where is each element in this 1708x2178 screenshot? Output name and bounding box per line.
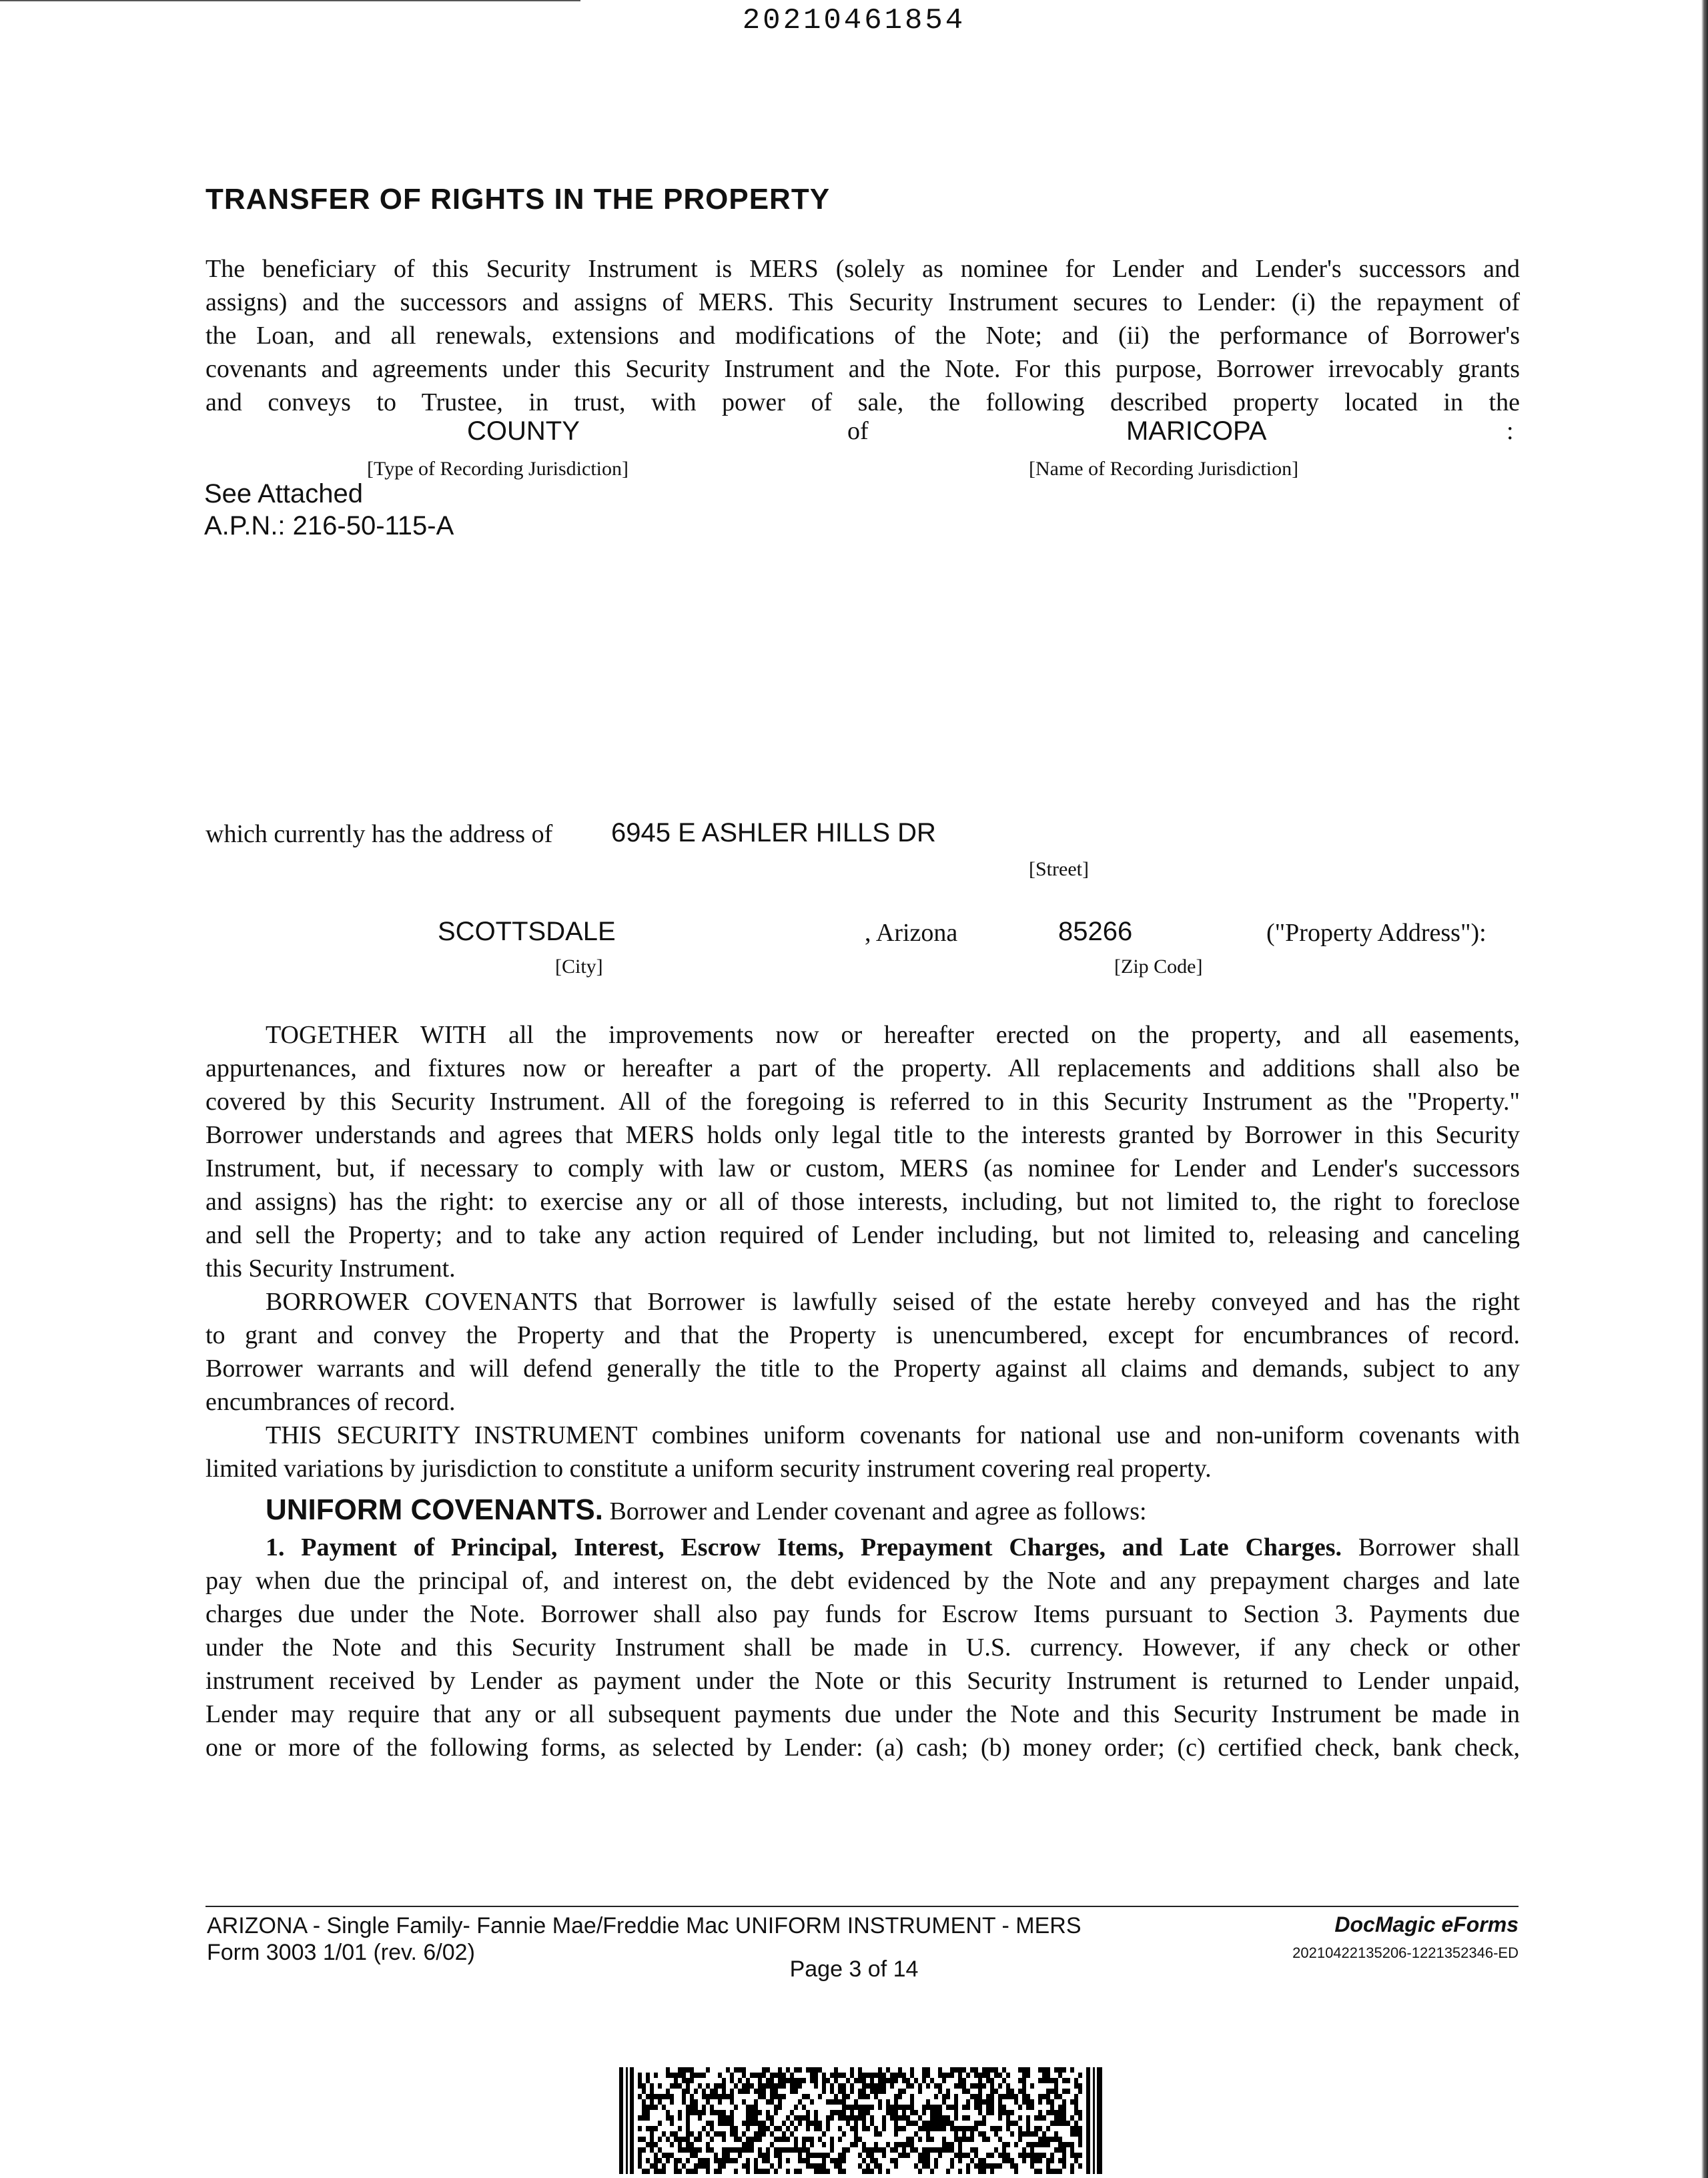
text-line: Borrower warrants and will defend generally the title to the Property against all claims and demands, subject to any — [205, 1355, 1520, 1383]
form-number: Form 3003 1/01 (rev. 6/02) — [207, 1940, 475, 1965]
text-line: limited variations by jurisdiction to constitute a uniform security instrument covering real property. — [205, 1455, 1212, 1483]
barcode-icon — [619, 2067, 1104, 2174]
text-line: THIS SECURITY INSTRUMENT combines uniform covenants for national use and non-uniform covenants with — [266, 1421, 1520, 1449]
text-line: charges due under the Note. Borrower shall also pay funds for Escrow Items pursuant to Section 3. Payments due — [205, 1600, 1520, 1628]
text-line: pay when due the principal of, and interest on, the debt evidenced by the Note and any prepayment charges and late — [205, 1567, 1520, 1595]
jurisdiction-name-caption: [Name of Recording Jurisdiction] — [1029, 458, 1299, 480]
zip-caption: [Zip Code] — [1114, 956, 1203, 978]
covenant-1-tail: Borrower shall — [1358, 1533, 1521, 1561]
text-line: BORROWER COVENANTS that Borrower is lawfully seised of the estate hereby conveyed and has the right — [266, 1288, 1520, 1316]
text-line: Borrower understands and agrees that MERS holds only legal title to the interests granted by Borrower in this Security — [205, 1121, 1520, 1149]
document-code: 20210422135206-1221352346-ED — [1292, 1944, 1519, 1961]
text-line: and assigns) has the right: to exercise any or all of those interests, including, but not limited to, the right to foreclose — [205, 1188, 1520, 1216]
section-title: TRANSFER OF RIGHTS IN THE PROPERTY — [205, 183, 831, 216]
text-line: assigns) and the successors and assigns of MERS. This Security Instrument secures to Lender: (i) the repayment of — [205, 288, 1520, 316]
street-value: 6945 E ASHLER HILLS DR — [611, 818, 936, 847]
scan-edge — [1701, 0, 1708, 2178]
covenant-1-title: Payment of Principal, Interest, Escrow Items, Prepayment Charges, and Late Charges. — [301, 1533, 1342, 1561]
text-line: TOGETHER WITH all the improvements now or hereafter erected on the property, and all easements, — [266, 1021, 1520, 1049]
legal-description-line: See Attached — [204, 479, 363, 508]
text-line: appurtenances, and fixtures now or hereafter a part of the property. All replacements and additions shall also be — [205, 1054, 1520, 1082]
covenant-1-number: 1. — [266, 1533, 285, 1561]
docmagic-logo: DocMagic eForms — [1334, 1912, 1519, 1936]
state-text: , Arizona — [865, 919, 958, 947]
address-intro: which currently has the address of — [205, 820, 553, 848]
text-line: Lender may require that any or all subsequent payments due under the Note and this Security Instrument be made in — [205, 1700, 1520, 1728]
zip-value: 85266 — [1058, 917, 1133, 946]
jurisdiction-type-caption: [Type of Recording Jurisdiction] — [367, 458, 628, 480]
uniform-covenants-intro — [266, 1493, 1147, 1528]
apn-line: A.P.N.: 216-50-115-A — [204, 511, 454, 540]
text-line: the Loan, and all renewals, extensions and modifications of the Note; and (ii) the performance of Borrower's — [205, 322, 1520, 350]
text-line: covered by this Security Instrument. All of the foregoing is referred to in this Security Instrument as the "Property." — [205, 1088, 1520, 1116]
text-line: and sell the Property; and to take any action required of Lender including, but not limited to, releasing and canceling — [205, 1221, 1520, 1249]
city-value: SCOTTSDALE — [438, 917, 616, 946]
covenant-1-paragraph — [205, 1531, 1520, 1764]
text-line: instrument received by Lender as payment under the Note or this Security Instrument is returned to Lender unpaid, — [205, 1667, 1520, 1695]
page-number: Page 3 of 14 — [789, 1956, 919, 1982]
street-caption: [Street] — [1029, 858, 1089, 880]
text-line: encumbrances of record. — [205, 1388, 456, 1416]
text-line: and conveys to Trustee, in trust, with power of sale, the following described property located in the — [205, 388, 1520, 416]
form-title: ARIZONA - Single Family- Fannie Mae/Freddie Mac UNIFORM INSTRUMENT - MERS — [207, 1913, 1082, 1938]
text-line: to grant and convey the Property and that the Property is unencumbered, except for encumbrances of record. — [205, 1321, 1520, 1349]
text-line: under the Note and this Security Instrument shall be made in U.S. currency. However, if any check or other — [205, 1634, 1520, 1662]
together-paragraph — [205, 1018, 1520, 1485]
jurisdiction-name-value: MARICOPA — [1126, 416, 1267, 446]
footer-rule — [205, 1906, 1519, 1907]
text-line: The beneficiary of this Security Instrument is MERS (solely as nominee for Lender and Lender's successors and — [205, 255, 1520, 283]
transfer-paragraph — [205, 252, 1520, 419]
covenant-1-first-line — [205, 1531, 1520, 1564]
of-word: of — [847, 417, 869, 445]
text-line: one or more of the following forms, as selected by Lender: (a) cash; (b) money order; (c) certified check, bank check, — [205, 1734, 1520, 1762]
text-line: covenants and agreements under this Security Instrument and the Note. For this purpose, Borrower irrevocably grants — [205, 355, 1520, 383]
jurisdiction-type-value: COUNTY — [467, 416, 580, 446]
text-line: this Security Instrument. — [205, 1254, 456, 1283]
recording-number: 20210461854 — [742, 4, 966, 37]
jurisdiction-colon: : — [1507, 417, 1514, 445]
uniform-covenants-intro-text: Borrower and Lender covenant and agree as follows: — [609, 1497, 1147, 1525]
city-caption: [City] — [555, 956, 603, 978]
uniform-covenants-heading: UNIFORM COVENANTS. — [266, 1493, 603, 1526]
text-line: Instrument, but, if necessary to comply with law or custom, MERS (as nominee for Lender and Lender's successors — [205, 1154, 1520, 1182]
top-rule — [0, 0, 580, 1]
property-address-label: ("Property Address"): — [1266, 919, 1486, 947]
